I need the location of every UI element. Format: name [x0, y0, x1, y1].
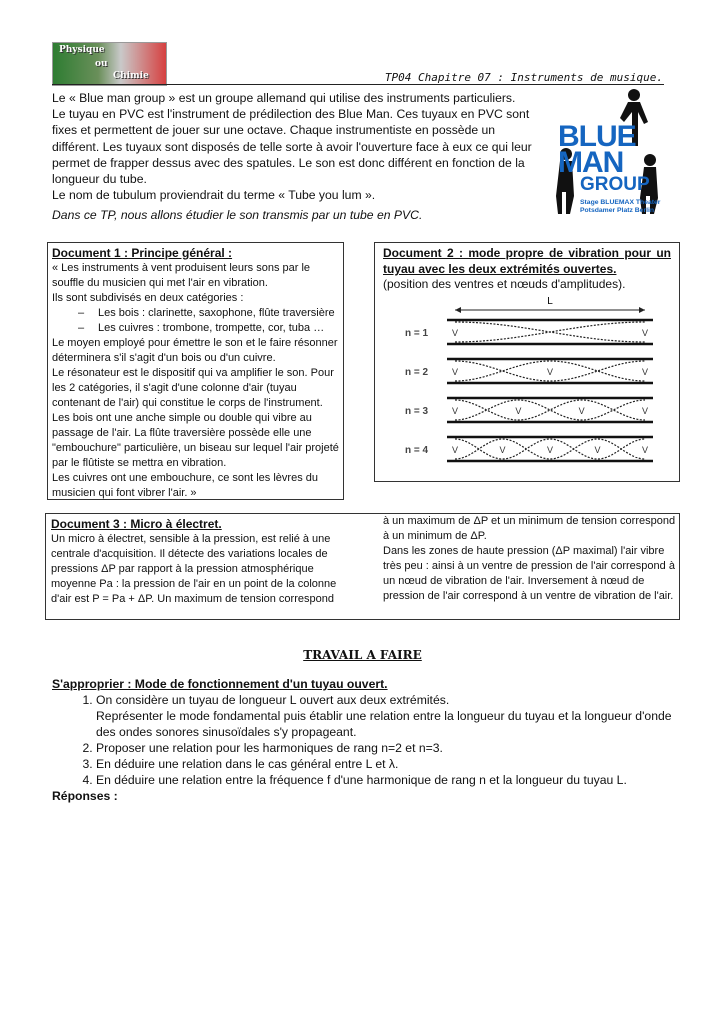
- list-item: – Les cuivres : trombone, trompette, cor, tuba …: [98, 321, 339, 336]
- mode-label: n = 3: [405, 406, 429, 417]
- antinode-label: V: [451, 328, 459, 338]
- mode-row: [405, 320, 653, 344]
- intro-paragraph: Le nom de tubulum proviendrait du terme « Tube you lum ».: [52, 188, 376, 203]
- answers-label: Réponses :: [52, 789, 118, 803]
- document-title: Document 2 : mode propre de vibration pour un tuyau avec les deux extrémités ouvertes.: [383, 246, 671, 276]
- logo-subtitle-line: Stage BLUEMAX Theater: [580, 199, 661, 206]
- logo-word: ou: [95, 59, 108, 69]
- document-column: [383, 514, 677, 604]
- logo-line: BLUE: [558, 120, 636, 153]
- question-item: 2. Proposer une relation pour les harmoniques de rang n=2 et n=3.: [96, 740, 672, 756]
- antinode-label: V: [641, 367, 649, 377]
- antinode-label: V: [451, 406, 459, 416]
- length-label: L: [547, 296, 553, 307]
- logo-word: Physique: [59, 45, 105, 55]
- intro-note: Dans ce TP, nous allons étudier le son transmis par un tube en PVC.: [52, 208, 423, 223]
- standing-wave-curve: [455, 400, 645, 420]
- antinode-label: V: [594, 445, 601, 455]
- blue-man-group-logo: [552, 86, 662, 218]
- mode-label: n = 4: [405, 445, 429, 456]
- logo-subtitle: [580, 199, 660, 215]
- intro-paragraph: Le tuyau en PVC est l'instrument de prédilection des Blue Man. Ces tuyaux en PVC sont fixes et permettent de jouer sur une octave. Chaque instrumentiste en possède un différent. Les tuyaux sont disposés de telle sorte à avoir l'ouverture face à eux ce qui leur permet de frapper dessus avec des spatules. Le son est donc différent en fonction de la longueur du tube.: [52, 107, 532, 187]
- vibration-modes-diagram: [383, 295, 673, 470]
- document-title: Document 3 : Micro à électret.: [51, 517, 222, 531]
- antinode-label: V: [578, 406, 585, 416]
- question-list: [52, 692, 672, 788]
- document-text: Le moyen employé pour émettre le son et le faire résonner déterminera s'il s'agit d'un bois ou d'un cuivre.: [52, 337, 338, 364]
- document-text: Un micro à électret, sensible à la pression, est relié à une centrale d'acquisition. Il détecte des variations locales de pressions ΔP par rapport à la pression atmosphérique moyenne Pa : la pression de l'air en un point de la colonne d'air est P = Pa + ΔP. Un maximum de tension correspond: [51, 533, 337, 605]
- document-caption: (position des ventres et nœuds d'amplitudes).: [383, 277, 626, 291]
- document-text: à un maximum de ΔP et un minimum de tension correspond à un minimum de ΔP.: [383, 515, 676, 542]
- page-title: TP04 Chapitre 07 : Instruments de musique.: [384, 71, 663, 84]
- antinode-label: V: [641, 406, 649, 416]
- logo-subtitle-line: Potsdamer Platz Berlin: [580, 207, 655, 214]
- antinode-label: V: [451, 367, 459, 377]
- logo-line: MAN: [558, 146, 624, 179]
- question-item: 4. En déduire une relation entre la fréquence f d'une harmonique de rang n et la longueur du tuyau L.: [96, 772, 672, 788]
- logo-word: Chimie: [113, 71, 149, 81]
- list-item: – Les bois : clarinette, saxophone, flûte traversière: [98, 306, 339, 321]
- antinode-label: V: [451, 445, 459, 455]
- modes-group: [405, 320, 653, 461]
- logo-line: GROUP: [580, 174, 650, 195]
- antinode-label: V: [499, 445, 506, 455]
- section-heading: TRAVAIL A FAIRE: [303, 648, 422, 662]
- document-text: Les cuivres ont une embouchure, ce sont les lèvres du musicien qui font vibrer l'air. »: [52, 472, 318, 499]
- document-text: « Les instruments à vent produisent leurs sons par le souffle du musicien qui met l'air en vibration.: [52, 262, 311, 289]
- document-2: [374, 242, 680, 482]
- antinode-label: V: [546, 367, 554, 377]
- document-text: Dans les zones de haute pression (ΔP maximal) l'air vibre très peu : ainsi à un ventre de pression de l'air correspond à un nœud de vibration de l'air. Inversement à nœud de pression de l'air correspond à un ventre de vibration de l'air.: [383, 545, 675, 602]
- standing-wave-curve: [455, 322, 645, 342]
- document-title: Document 1 : Principe général :: [52, 246, 233, 260]
- document-text: Le résonateur est le dispositif qui va amplifier le son. Pour les 2 catégories, il s'agit d'une colonne d'air (tuyau contenant de l'air) qui constitue le corps de l'instrument. Les bois ont une anche simple ou double qui vibre au passage de l'air. La flûte traversière possède elle une "embouchure" particulière, un biseau sur lequel l'air projeté par le flûtiste se mettra en vibration.: [52, 367, 339, 469]
- category-list: [52, 306, 339, 336]
- mode-label: n = 2: [405, 367, 429, 378]
- question-item: [96, 692, 672, 740]
- question-item: 3. En déduire une relation dans le cas général entre L et λ.: [96, 756, 672, 772]
- subsection-heading: S'approprier : Mode de fonctionnement d'un tuyau ouvert.: [52, 677, 388, 691]
- antinode-label: V: [546, 445, 554, 455]
- intro-text: [52, 90, 542, 224]
- antinode-label: V: [641, 328, 649, 338]
- antinode-label: V: [641, 445, 649, 455]
- document-text: Ils sont subdivisés en deux catégories :: [52, 292, 244, 304]
- document-1: [47, 242, 344, 500]
- mode-label: n = 1: [405, 328, 429, 339]
- document-3: [45, 513, 680, 620]
- mode-row: [405, 359, 653, 383]
- antinode-label: V: [515, 406, 522, 416]
- question-text: Représenter le mode fondamental puis établir une relation entre la longueur du tuyau et la longueur d'onde des ondes sonores sinusoïdales s'y propageant.: [96, 709, 672, 739]
- physique-chimie-logo: [52, 42, 167, 86]
- standing-wave-curve: [455, 400, 645, 420]
- question-text: On considère un tuyau de longueur L ouvert aux deux extrémités.: [96, 693, 450, 707]
- header-divider: [52, 84, 664, 85]
- intro-paragraph: Le « Blue man group » est un groupe allemand qui utilise des instruments particuliers.: [52, 91, 516, 105]
- document-column: [51, 516, 343, 607]
- mode-row: [405, 437, 653, 461]
- questions-section: [52, 676, 672, 804]
- mode-row: [405, 398, 653, 422]
